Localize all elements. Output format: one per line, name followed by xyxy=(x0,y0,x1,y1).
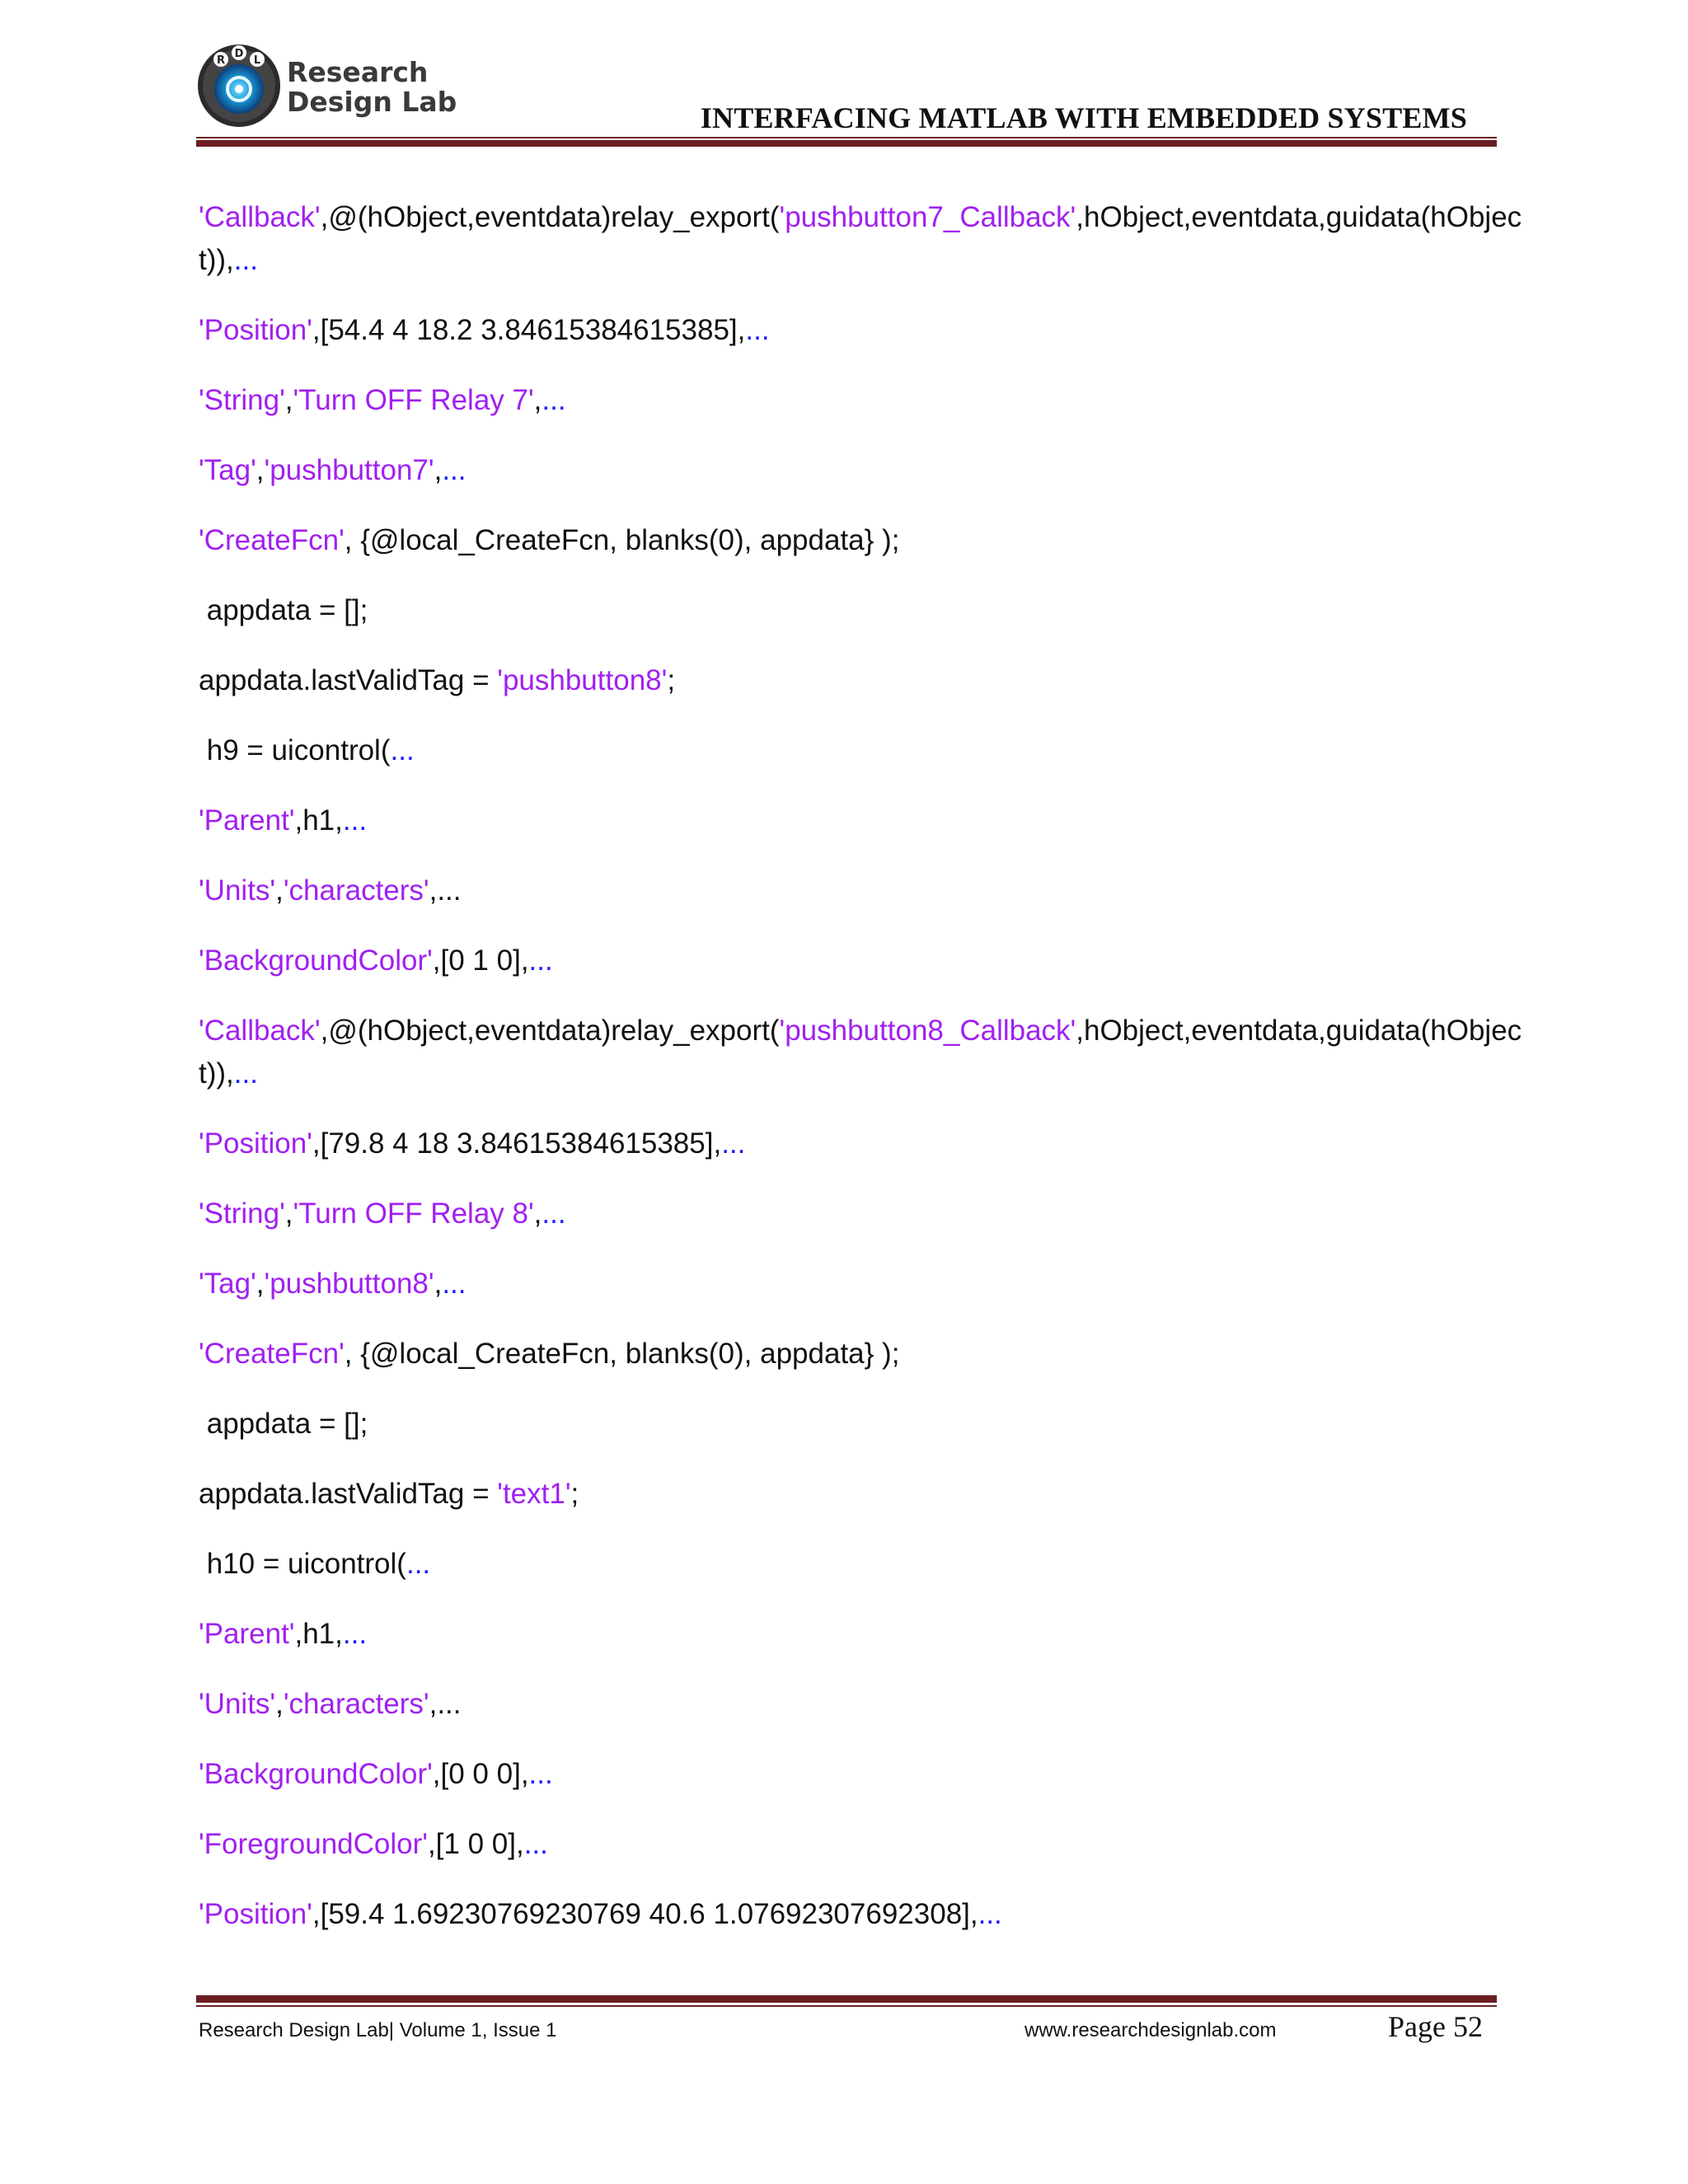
code-string-literal: 'pushbutton7_Callback' xyxy=(779,201,1076,233)
code-continuation: ... xyxy=(523,1828,548,1860)
code-line xyxy=(199,1893,1002,1936)
code-continuation: ... xyxy=(528,1758,553,1790)
code-line xyxy=(199,1333,899,1376)
logo-text-line1: Research xyxy=(287,56,429,88)
code-text: ,... xyxy=(429,1688,462,1720)
code-text: h9 = uicontrol( xyxy=(199,734,391,766)
code-line xyxy=(199,1683,462,1726)
code-text: , xyxy=(256,454,265,486)
code-continuation: ... xyxy=(978,1898,1002,1930)
code-string-literal: 'CreateFcn' xyxy=(199,1338,345,1370)
code-continuation: ... xyxy=(442,454,467,486)
code-text: appdata = []; xyxy=(199,594,368,626)
code-text: , {@local_CreateFcn, blanks(0), appdata} ); xyxy=(344,524,900,556)
code-continuation: ... xyxy=(233,244,258,276)
company-logo xyxy=(196,40,460,135)
logo-text xyxy=(287,58,457,117)
code-line xyxy=(199,1263,467,1305)
code-line xyxy=(199,1122,745,1165)
code-continuation: ... xyxy=(721,1127,746,1160)
code-continuation: ... xyxy=(406,1548,431,1580)
code-text: t)), xyxy=(199,1057,234,1090)
code-continuation: ... xyxy=(442,1268,467,1300)
code-text: ,... xyxy=(429,874,462,907)
code-line xyxy=(199,1473,579,1516)
code-string-literal: 'Parent' xyxy=(199,804,295,837)
code-text: , xyxy=(533,384,542,416)
code-string-literal: 'Turn OFF Relay 8' xyxy=(293,1197,534,1230)
rdl-logo-icon xyxy=(196,43,282,129)
code-line xyxy=(199,239,258,282)
footer-rule-thick xyxy=(196,1995,1497,2003)
code-line xyxy=(199,659,675,702)
code-string-literal: 'Position' xyxy=(199,1898,312,1930)
code-text: ,[59.4 1.69230769230769 40.6 1.07692307692308], xyxy=(312,1898,978,1930)
code-continuation: ... xyxy=(342,804,368,837)
code-continuation: ... xyxy=(542,384,566,416)
page-number: Page 52 xyxy=(1388,2010,1483,2043)
code-text: appdata.lastValidTag = xyxy=(199,1478,498,1510)
footer-publication: Research Design Lab| Volume 1, Issue 1 xyxy=(199,2019,557,2041)
code-continuation: ... xyxy=(390,734,415,766)
code-text: ,hObject,eventdata,guidata(hObjec xyxy=(1076,201,1522,233)
header-rule-thick xyxy=(196,140,1497,147)
logo-text-line2: Design Lab xyxy=(287,86,457,118)
code-line xyxy=(199,309,770,352)
code-string-literal: 'ForegroundColor' xyxy=(199,1828,428,1860)
code-string-literal: 'pushbutton8' xyxy=(497,664,668,696)
code-text: ,@(hObject,eventdata)relay_export( xyxy=(320,201,780,233)
code-line xyxy=(199,449,467,492)
code-string-literal: 'String' xyxy=(199,1197,285,1230)
code-continuation: ... xyxy=(342,1618,368,1650)
code-text: t)), xyxy=(199,244,234,276)
code-text: , xyxy=(533,1197,542,1230)
code-text: ,[0 1 0], xyxy=(432,944,529,977)
code-text: , {@local_CreateFcn, blanks(0), appdata} ); xyxy=(344,1338,900,1370)
footer-url: www.researchdesignlab.com xyxy=(1025,2019,1277,2041)
code-line xyxy=(199,1193,566,1235)
code-continuation: ... xyxy=(745,314,770,346)
code-line xyxy=(199,1543,430,1586)
code-string-literal: 'Callback' xyxy=(199,1015,321,1047)
header-title: INTERFACING MATLAB WITH EMBEDDED SYSTEMS xyxy=(700,101,1467,134)
code-line xyxy=(199,1753,553,1796)
code-text: , xyxy=(275,1688,284,1720)
code-text: appdata.lastValidTag = xyxy=(199,664,498,696)
code-string-literal: 'Tag' xyxy=(199,454,256,486)
code-string-literal: 'CreateFcn' xyxy=(199,524,345,556)
code-text: ,[79.8 4 18 3.84615384615385], xyxy=(312,1127,722,1160)
code-string-literal: 'Units' xyxy=(199,1688,276,1720)
code-string-literal: 'String' xyxy=(199,384,285,416)
code-string-literal: 'pushbutton7' xyxy=(264,454,434,486)
code-string-literal: 'pushbutton8' xyxy=(264,1268,434,1300)
code-text: ,[0 0 0], xyxy=(432,1758,529,1790)
svg-text:L: L xyxy=(253,54,261,67)
code-line xyxy=(199,196,1522,239)
code-string-literal: 'BackgroundColor' xyxy=(199,1758,433,1790)
code-string-literal: 'pushbutton8_Callback' xyxy=(779,1015,1076,1047)
svg-text:D: D xyxy=(234,48,244,60)
code-text: ,h1, xyxy=(294,1618,343,1650)
code-line xyxy=(199,799,367,842)
code-string-literal: 'text1' xyxy=(497,1478,571,1510)
code-continuation: ... xyxy=(542,1197,566,1230)
code-line xyxy=(199,1613,367,1656)
code-line xyxy=(199,519,899,562)
footer-rule-thin xyxy=(196,2005,1497,2007)
code-continuation: ... xyxy=(528,944,553,977)
code-string-literal: 'Units' xyxy=(199,874,276,907)
code-string-literal: 'Position' xyxy=(199,314,312,346)
code-string-literal: 'characters' xyxy=(283,1688,429,1720)
code-string-literal: 'BackgroundColor' xyxy=(199,944,433,977)
code-text: , xyxy=(256,1268,265,1300)
code-text: ,[1 0 0], xyxy=(427,1828,524,1860)
code-text: h10 = uicontrol( xyxy=(199,1548,406,1580)
header-rule-thin xyxy=(196,137,1497,138)
svg-text:R: R xyxy=(216,54,226,67)
code-text: appdata = []; xyxy=(199,1408,368,1440)
code-line xyxy=(199,1823,548,1866)
code-line xyxy=(199,1052,258,1095)
code-line xyxy=(199,1403,368,1446)
code-string-literal: 'Tag' xyxy=(199,1268,256,1300)
code-text: ,[54.4 4 18.2 3.84615384615385], xyxy=(312,314,746,346)
code-string-literal: 'Callback' xyxy=(199,201,321,233)
code-text: , xyxy=(434,454,443,486)
code-text: ,@(hObject,eventdata)relay_export( xyxy=(320,1015,780,1047)
code-line xyxy=(199,940,553,982)
code-text: , xyxy=(434,1268,443,1300)
code-continuation: ... xyxy=(233,1057,258,1090)
code-text: ,hObject,eventdata,guidata(hObjec xyxy=(1076,1015,1522,1047)
code-text: ; xyxy=(570,1478,579,1510)
code-text: , xyxy=(284,1197,293,1230)
code-string-literal: 'Position' xyxy=(199,1127,312,1160)
code-string-literal: 'Parent' xyxy=(199,1618,295,1650)
code-line xyxy=(199,869,462,912)
code-text: , xyxy=(275,874,284,907)
code-string-literal: 'characters' xyxy=(283,874,429,907)
code-text: ,h1, xyxy=(294,804,343,837)
code-text: , xyxy=(284,384,293,416)
code-string-literal: 'Turn OFF Relay 7' xyxy=(293,384,534,416)
code-text: ; xyxy=(667,664,676,696)
code-line xyxy=(199,589,368,632)
page-header xyxy=(196,40,1497,155)
code-line xyxy=(199,729,415,772)
code-line xyxy=(199,1010,1522,1052)
code-line xyxy=(199,379,566,422)
